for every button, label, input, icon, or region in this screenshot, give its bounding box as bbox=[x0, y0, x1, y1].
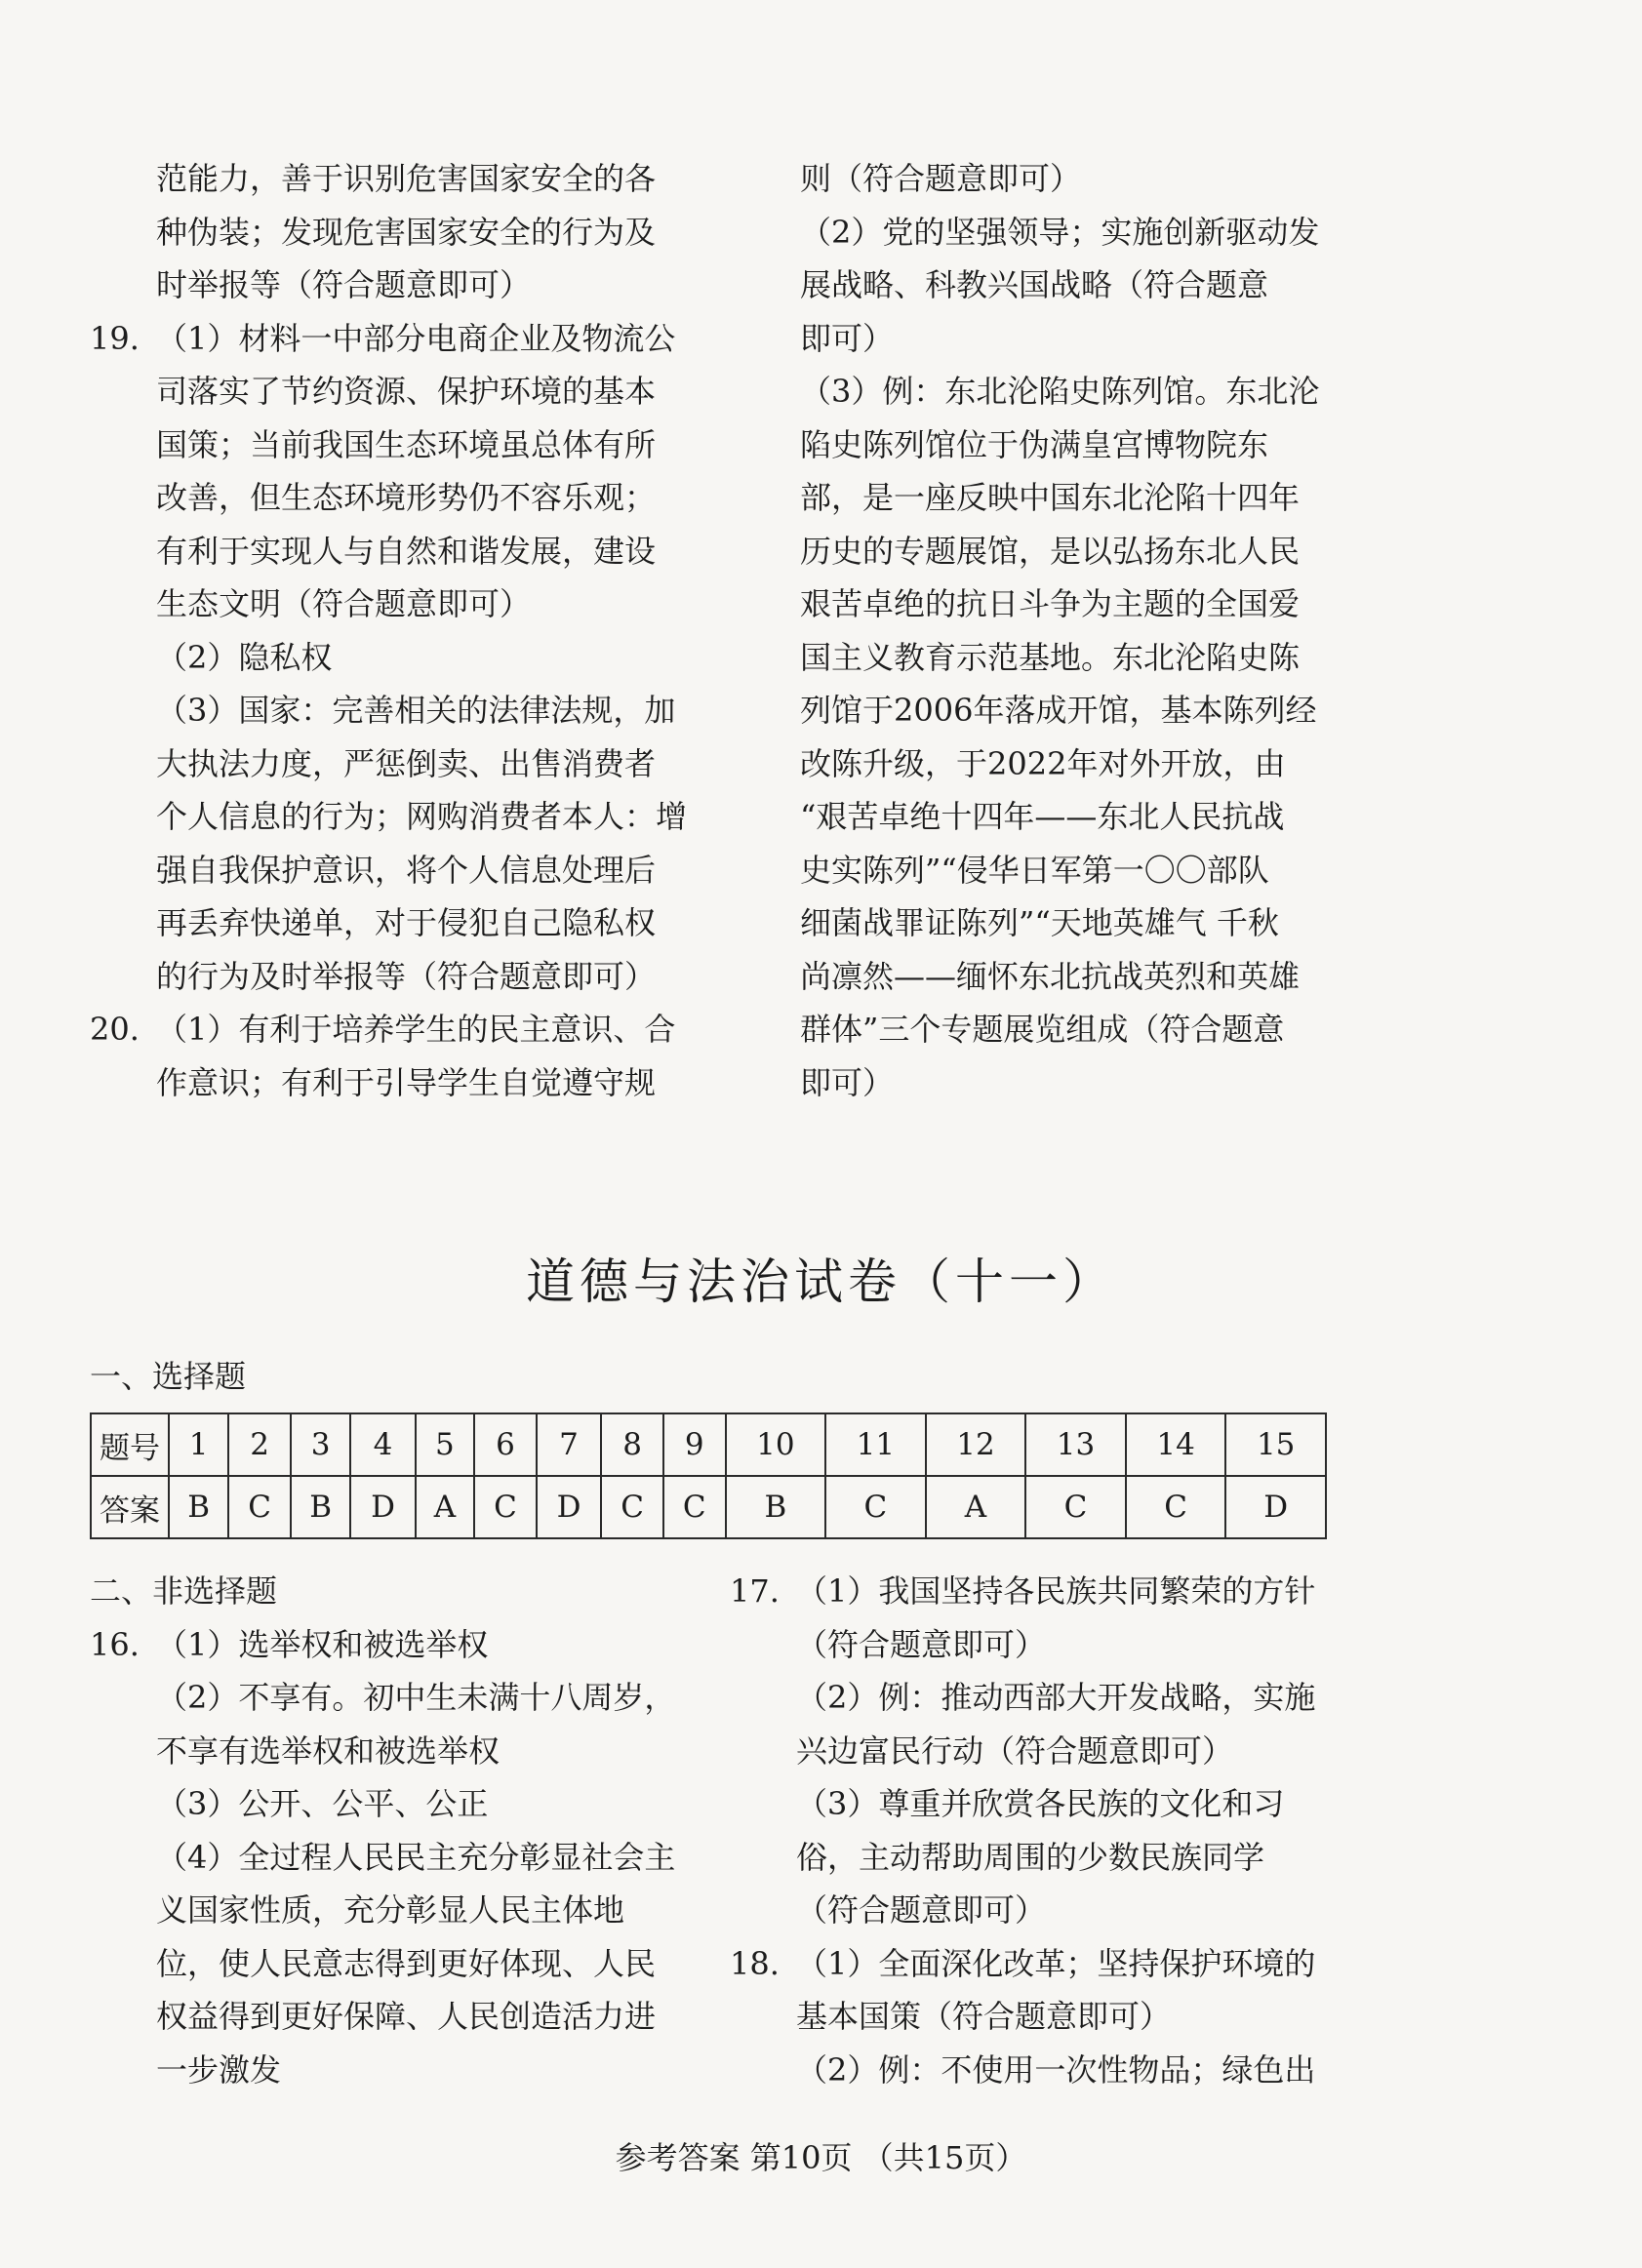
question-number-header: 题号 bbox=[91, 1413, 169, 1476]
text-line bbox=[90, 471, 704, 525]
text-line: （2）党的坚强领导；实施创新驱动发 bbox=[800, 213, 1320, 251]
text-line: 历史的专题展馆，是以弘扬东北人民 bbox=[800, 532, 1301, 570]
text-line: 陷史陈列馆位于伪满皇宫博物院东 bbox=[800, 425, 1269, 463]
top-left-column bbox=[90, 152, 704, 1109]
question-number-cell: 10 bbox=[726, 1413, 826, 1476]
line-text: 俗，主动帮助周围的少数民族同学 bbox=[796, 1838, 1265, 1876]
line-text: （1）材料一中部分电商企业及物流公 bbox=[156, 319, 676, 357]
line-text: 二、非选择题 bbox=[90, 1572, 278, 1610]
text-line bbox=[90, 1884, 704, 1937]
answer-cell: C bbox=[825, 1476, 926, 1538]
text-line bbox=[90, 577, 704, 631]
text-line bbox=[730, 1671, 1346, 1725]
answer-cell: B bbox=[169, 1476, 228, 1538]
text-line bbox=[90, 1725, 704, 1778]
line-text: （2）例：推动西部大开发战略，实施 bbox=[796, 1679, 1316, 1716]
question-number-cell: 1 bbox=[169, 1413, 228, 1476]
text-line: 尚凛然——缅怀东北抗战英烈和英雄 bbox=[800, 957, 1301, 995]
text-line bbox=[90, 206, 704, 259]
line-text: （1）选举权和被选举权 bbox=[156, 1625, 489, 1663]
text-line: 展战略、科教兴国战略（符合题意 bbox=[800, 266, 1269, 303]
line-text: 权益得到更好保障、人民创造活力进 bbox=[156, 1998, 657, 2035]
text-line bbox=[730, 1725, 1346, 1778]
answer-cell: C bbox=[1025, 1476, 1126, 1538]
text-line bbox=[90, 631, 704, 685]
line-text: 作意识；有利于引导学生自觉遵守规 bbox=[156, 1063, 657, 1101]
answer-row bbox=[91, 1476, 1326, 1538]
line-text: 的行为及时举报等（符合题意即可） bbox=[156, 957, 657, 995]
question-number: 19. bbox=[90, 319, 140, 357]
text-line bbox=[90, 418, 704, 472]
text-line: 史实陈列”“侵华日军第一〇〇部队 bbox=[800, 851, 1269, 889]
line-text: 位，使人民意志得到更好体现、人民 bbox=[156, 1944, 657, 1982]
question-number-cell: 3 bbox=[291, 1413, 350, 1476]
text-line bbox=[90, 1831, 704, 1885]
question-number-cell: 7 bbox=[537, 1413, 601, 1476]
line-text: 义国家性质，充分彰显人民主体地 bbox=[156, 1891, 625, 1929]
text-line: 细菌战罪证陈列”“天地英雄气 千秋 bbox=[800, 904, 1279, 941]
answer-cell: C bbox=[663, 1476, 726, 1538]
answer-cell: D bbox=[350, 1476, 415, 1538]
answer-header: 答案 bbox=[91, 1476, 169, 1538]
question-number-cell: 12 bbox=[926, 1413, 1026, 1476]
text-line bbox=[730, 2044, 1346, 2097]
line-text: 司落实了节约资源、保护环境的基本 bbox=[156, 373, 657, 410]
answer-cell: C bbox=[1126, 1476, 1226, 1538]
line-text: （2）不享有。初中生未满十八周岁， bbox=[156, 1679, 676, 1716]
line-text: 再丢弃快递单，对于侵犯自己隐私权 bbox=[156, 904, 657, 941]
question-number-cell: 8 bbox=[601, 1413, 663, 1476]
text-line bbox=[90, 1990, 704, 2044]
question-number-cell: 11 bbox=[825, 1413, 926, 1476]
question-number: 16. bbox=[90, 1625, 140, 1663]
text-line: 列馆于2006年落成开馆，基本陈列经 bbox=[800, 692, 1317, 729]
text-line bbox=[90, 259, 704, 312]
text-line: 则（符合题意即可） bbox=[800, 160, 1082, 197]
text-line: 艰苦卓绝的抗日斗争为主题的全国爱 bbox=[800, 585, 1301, 622]
line-text: 不享有选举权和被选举权 bbox=[156, 1731, 501, 1770]
text-line bbox=[90, 152, 704, 206]
line-text: （1）我国坚持各民族共同繁荣的方针 bbox=[796, 1572, 1316, 1610]
text-line: 部，是一座反映中国东北沦陷十四年 bbox=[800, 479, 1301, 516]
text-line bbox=[90, 1565, 704, 1618]
text-line bbox=[730, 1990, 1346, 2044]
text-line bbox=[90, 896, 704, 950]
text-line bbox=[90, 1671, 704, 1725]
answer-cell: C bbox=[228, 1476, 291, 1538]
answer-cell: B bbox=[291, 1476, 350, 1538]
text-line bbox=[90, 1618, 704, 1672]
text-line bbox=[730, 1831, 1346, 1885]
question-number-cell: 2 bbox=[228, 1413, 291, 1476]
text-line: 国主义教育示范基地。东北沦陷史陈 bbox=[800, 638, 1301, 676]
question-number-cell: 15 bbox=[1225, 1413, 1326, 1476]
line-text: （4）全过程人民民主充分彰显社会主 bbox=[156, 1838, 676, 1876]
text-line: 改陈升级，于2022年对外开放，由 bbox=[800, 744, 1286, 782]
text-line bbox=[730, 1937, 1346, 1991]
question-number-cell: 4 bbox=[350, 1413, 415, 1476]
answer-cell: C bbox=[474, 1476, 537, 1538]
text-line bbox=[90, 1777, 704, 1831]
line-text: 大执法力度，严惩倒卖、出售消费者 bbox=[156, 744, 657, 782]
answer-cell: A bbox=[416, 1476, 474, 1538]
question-number-cell: 13 bbox=[1025, 1413, 1126, 1476]
text-line: 即可） bbox=[800, 1063, 895, 1101]
question-number-cell: 9 bbox=[663, 1413, 726, 1476]
line-text: （1）全面深化改革；坚持保护环境的 bbox=[796, 1944, 1316, 1982]
text-line bbox=[90, 1003, 704, 1056]
answer-cell: D bbox=[1225, 1476, 1326, 1538]
choice-section-label: 一、选择题 bbox=[90, 1358, 247, 1395]
line-text: 有利于实现人与自然和谐发展，建设 bbox=[156, 532, 657, 570]
line-text: （3）公开、公平、公正 bbox=[156, 1785, 489, 1822]
question-number: 17. bbox=[730, 1572, 780, 1610]
text-line bbox=[90, 737, 704, 791]
answer-cell: C bbox=[601, 1476, 663, 1538]
text-line: （3）例：东北沦陷史陈列馆。东北沦 bbox=[800, 373, 1320, 410]
answer-cell: D bbox=[537, 1476, 601, 1538]
text-line bbox=[730, 1777, 1346, 1831]
text-line bbox=[90, 1056, 704, 1110]
line-text: 范能力，善于识别危害国家安全的各 bbox=[156, 160, 657, 197]
answer-table bbox=[90, 1413, 1327, 1539]
text-line: 即可） bbox=[800, 319, 895, 357]
line-text: （3）尊重并欣赏各民族的文化和习 bbox=[796, 1785, 1285, 1822]
line-text: （1）有利于培养学生的民主意识、合 bbox=[156, 1011, 676, 1048]
text-line bbox=[90, 312, 704, 366]
bottom-right-column bbox=[730, 1565, 1346, 2096]
text-line bbox=[730, 1618, 1346, 1672]
answer-cell: B bbox=[726, 1476, 826, 1538]
text-line bbox=[730, 1884, 1346, 1937]
text-line: “艰苦卓绝十四年——东北人民抗战 bbox=[800, 798, 1285, 835]
section-title: 道德与法治试卷（十一） bbox=[526, 1253, 1116, 1310]
line-text: （3）国家：完善相关的法律法规，加 bbox=[156, 692, 676, 729]
question-number-cell: 6 bbox=[474, 1413, 537, 1476]
bottom-left-column bbox=[90, 1565, 704, 2096]
line-text: 基本国策（符合题意即可） bbox=[796, 1998, 1172, 2035]
text-line: 群体”三个专题展览组成（符合题意 bbox=[800, 1011, 1285, 1048]
question-number-cell: 14 bbox=[1126, 1413, 1226, 1476]
line-text: 强自我保护意识，将个人信息处理后 bbox=[156, 851, 657, 889]
question-number: 18. bbox=[730, 1944, 780, 1982]
answer-cell: A bbox=[926, 1476, 1026, 1538]
question-number: 20. bbox=[90, 1011, 140, 1048]
page-footer: 参考答案 第10页 （共15页） bbox=[615, 2139, 1027, 2176]
question-number-row bbox=[91, 1413, 1326, 1476]
line-text: 种伪装；发现危害国家安全的行为及 bbox=[156, 213, 657, 251]
line-text: 生态文明（符合题意即可） bbox=[156, 585, 532, 622]
text-line bbox=[90, 525, 704, 578]
line-text: （符合题意即可） bbox=[796, 1625, 1047, 1663]
text-line bbox=[90, 2044, 704, 2097]
line-text: 个人信息的行为；网购消费者本人：增 bbox=[156, 798, 688, 835]
line-text: 一步激发 bbox=[156, 2050, 282, 2089]
text-line bbox=[90, 844, 704, 897]
text-line bbox=[90, 1937, 704, 1991]
line-text: 改善，但生态环境形势仍不容乐观； bbox=[156, 479, 657, 516]
line-text: 时举报等（符合题意即可） bbox=[156, 266, 532, 303]
top-right-column bbox=[800, 152, 1346, 1109]
line-text: （2）例：不使用一次性物品；绿色出 bbox=[796, 2050, 1316, 2089]
line-text: （符合题意即可） bbox=[796, 1891, 1047, 1929]
text-line bbox=[90, 684, 704, 737]
text-line bbox=[730, 1565, 1346, 1618]
text-line bbox=[90, 790, 704, 844]
line-text: 兴边富民行动（符合题意即可） bbox=[796, 1731, 1234, 1770]
line-text: （2）隐私权 bbox=[156, 638, 333, 676]
text-line bbox=[90, 365, 704, 418]
text-line bbox=[90, 950, 704, 1004]
line-text: 国策；当前我国生态环境虽总体有所 bbox=[156, 425, 657, 463]
question-number-cell: 5 bbox=[416, 1413, 474, 1476]
